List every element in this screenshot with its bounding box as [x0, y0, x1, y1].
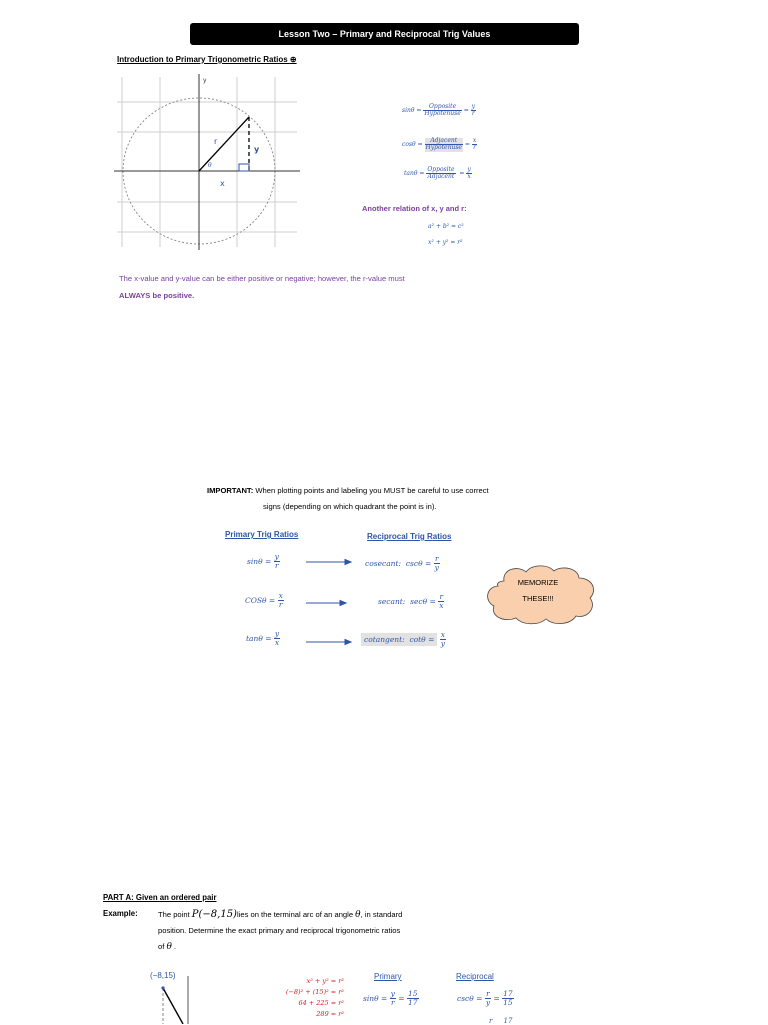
reciprocal-sec-row: secant: secθ = $\frac{r}{x}$: [378, 592, 444, 610]
example-text: The point P(−8,15)lies on the terminal arc of an angle θ, in standard position. Determine the exact primary and reciprocal trigonometric ratios of θ .: [158, 909, 403, 952]
lesson-title: Lesson Two – Primary and Reciprocal Trig Values: [278, 29, 491, 39]
radius-line: [199, 117, 249, 171]
intro-heading: Introduction to Primary Trigonometric Ratios ⊕: [117, 55, 297, 64]
relation-text: Another relation of x, y and r:: [362, 204, 467, 213]
pythag-working: x² + y² = r² (−8)² + (15)² = r² 64 + 225 = r² 289 = r²: [285, 977, 344, 1018]
part-a-heading: PART A: Given an ordered pair: [103, 893, 217, 902]
primary-sin-row: sinθ = $\frac{y}{r}$: [247, 552, 279, 570]
x-label: x: [220, 179, 225, 188]
plus-circle-icon: ⊕: [289, 55, 297, 64]
lesson-title-bar: [190, 23, 579, 45]
memorize-text: MEMORIZE THESE!!!: [517, 578, 559, 603]
right-angle-marker: [239, 164, 249, 171]
pythag-abc: a² + b² = c²: [428, 223, 464, 230]
r-label: r: [214, 137, 218, 146]
point-dot: [161, 986, 164, 989]
y-axis-label: y: [203, 77, 207, 84]
unit-circle-diagram: [112, 72, 304, 252]
part-a-next-row: r 17: [489, 1017, 513, 1025]
part-a-reciprocal-heading: Reciprocal: [456, 972, 494, 981]
pythag-xyr: x² + y² = r²: [428, 239, 463, 246]
y-label: y: [254, 145, 260, 154]
theta-label: θ: [208, 162, 212, 169]
important-note: IMPORTANT: When plotting points and labeling you MUST be careful to use correct signs (depending on which quadrant the point is in).: [207, 486, 489, 511]
part-a-sin: sinθ = $\frac{y}{r}$ = $\frac{15}{17}$: [363, 989, 418, 1007]
terminal-arm: [163, 988, 183, 1024]
part-a-csc: cscθ = $\frac{r}{y}$ = $\frac{17}{15}$: [457, 989, 513, 1007]
reciprocal-csc-row: cosecant: cscθ = $\frac{r}{y}$: [365, 554, 439, 572]
arrow-right-icon: [345, 640, 351, 645]
primary-cos-row: COSθ = $\frac{x}{r}$: [245, 591, 283, 609]
tan-definition: tanθ = $\frac{\text{Opposite}}{\text{Adjacent}}$ = $\frac{y}{x}$: [404, 166, 471, 181]
sign-note: The x-value and y-value can be either positive or negative; however, the r-value must ALWAYS be positive.: [119, 274, 405, 300]
reciprocal-trig-heading: Reciprocal Trig Ratios: [367, 532, 452, 541]
reciprocal-cot-row: cotangent: cotθ = $\frac{x}{y}$: [361, 631, 446, 648]
arrow-right-icon: [340, 601, 346, 606]
sin-definition: sinθ = $\frac{\text{Opposite}}{\text{Hypotenuse}}$ = $\frac{y}{r}$: [402, 103, 476, 118]
part-a-primary-heading: Primary: [374, 972, 402, 981]
primary-trig-heading: Primary Trig Ratios: [225, 530, 299, 539]
part-a-graph: [155, 972, 195, 1024]
point-label: (−8,15): [150, 971, 176, 980]
cos-definition: cosθ = $\frac{\text{Adjacent}}{\text{Hypotenuse}}$ = $\frac{x}{r}$: [402, 137, 477, 152]
arrows-group: [300, 553, 360, 653]
arrow-right-icon: [345, 560, 351, 565]
example-label: Example:: [103, 909, 138, 918]
primary-tan-row: tanθ = $\frac{y}{x}$: [246, 629, 280, 647]
